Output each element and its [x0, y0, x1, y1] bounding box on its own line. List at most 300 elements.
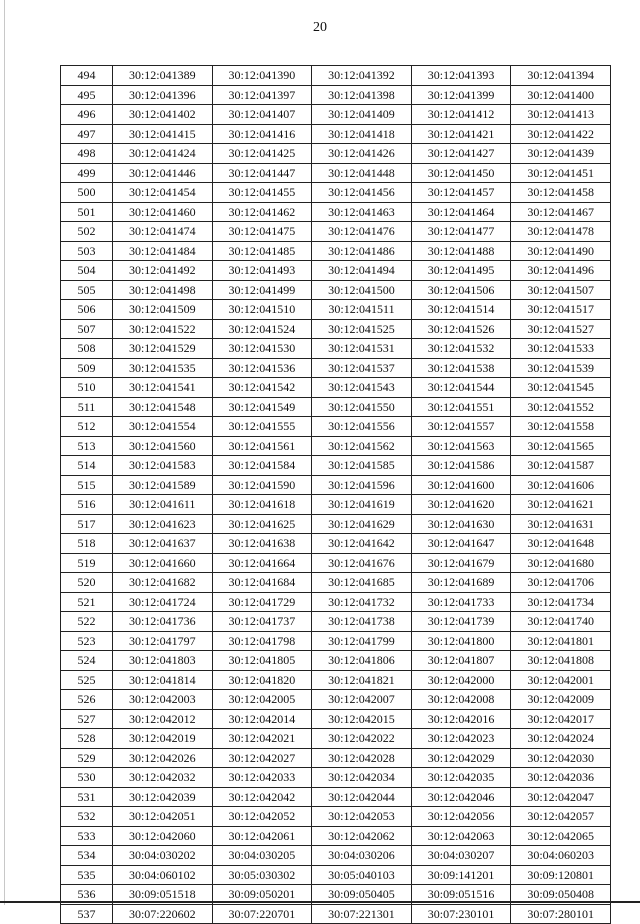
- table-body: [61, 66, 611, 924]
- table-row: [61, 670, 611, 690]
- cadastral-number-cell: 30:04:060203: [511, 846, 611, 866]
- cadastral-number-cell: 30:12:041477: [411, 222, 511, 242]
- cadastral-number-cell: 30:09:050405: [312, 885, 412, 905]
- cadastral-table: [60, 65, 611, 924]
- cadastral-number-cell: 30:12:041562: [312, 436, 412, 456]
- cadastral-number-cell: 30:12:041736: [113, 612, 213, 632]
- cadastral-number-cell: 30:12:041821: [312, 670, 412, 690]
- cadastral-number-cell: 30:12:041550: [312, 397, 412, 417]
- table-row: [61, 417, 611, 437]
- row-number-cell: 530: [61, 768, 113, 788]
- row-number-cell: 494: [61, 66, 113, 86]
- row-number-cell: 521: [61, 592, 113, 612]
- table-row: [61, 651, 611, 671]
- cadastral-number-cell: 30:12:041422: [511, 124, 611, 144]
- cadastral-number-cell: 30:12:041421: [411, 124, 511, 144]
- table-row: [61, 846, 611, 866]
- cadastral-number-cell: 30:12:041549: [212, 397, 312, 417]
- cadastral-number-cell: 30:12:041535: [113, 358, 213, 378]
- cadastral-number-cell: 30:12:041558: [511, 417, 611, 437]
- table-row: [61, 592, 611, 612]
- cadastral-number-cell: 30:09:120801: [511, 865, 611, 885]
- cadastral-number-cell: 30:12:041464: [411, 202, 511, 222]
- cadastral-number-cell: 30:12:041456: [312, 183, 412, 203]
- cadastral-number-cell: 30:12:042056: [411, 807, 511, 827]
- cadastral-number-cell: 30:12:042065: [511, 826, 611, 846]
- cadastral-number-cell: 30:12:041509: [113, 300, 213, 320]
- cadastral-number-cell: 30:12:041390: [212, 66, 312, 86]
- cadastral-number-cell: 30:12:041424: [113, 144, 213, 164]
- cadastral-number-cell: 30:12:042044: [312, 787, 412, 807]
- cadastral-number-cell: 30:12:042030: [511, 748, 611, 768]
- row-number-cell: 503: [61, 241, 113, 261]
- cadastral-number-cell: 30:12:041427: [411, 144, 511, 164]
- cadastral-number-cell: 30:12:042019: [113, 729, 213, 749]
- row-number-cell: 512: [61, 417, 113, 437]
- cadastral-number-cell: 30:09:141201: [411, 865, 511, 885]
- row-number-cell: 517: [61, 514, 113, 534]
- cadastral-number-cell: 30:12:042017: [511, 709, 611, 729]
- cadastral-number-cell: 30:12:042057: [511, 807, 611, 827]
- cadastral-number-cell: 30:12:042015: [312, 709, 412, 729]
- cadastral-number-cell: 30:12:042005: [212, 690, 312, 710]
- table-row: [61, 553, 611, 573]
- cadastral-number-cell: 30:12:041734: [511, 592, 611, 612]
- row-number-cell: 528: [61, 729, 113, 749]
- row-number-cell: 502: [61, 222, 113, 242]
- table-row: [61, 241, 611, 261]
- cadastral-number-cell: 30:12:041394: [511, 66, 611, 86]
- row-number-cell: 516: [61, 495, 113, 515]
- row-number-cell: 520: [61, 573, 113, 593]
- cadastral-number-cell: 30:12:041514: [411, 300, 511, 320]
- cadastral-number-cell: 30:12:041800: [411, 631, 511, 651]
- row-number-cell: 525: [61, 670, 113, 690]
- row-number-cell: 536: [61, 885, 113, 905]
- cadastral-number-cell: 30:12:041454: [113, 183, 213, 203]
- cadastral-number-cell: 30:12:041729: [212, 592, 312, 612]
- cadastral-number-cell: 30:04:030207: [411, 846, 511, 866]
- cadastral-number-cell: 30:12:041740: [511, 612, 611, 632]
- row-number-cell: 509: [61, 358, 113, 378]
- cadastral-number-cell: 30:12:041739: [411, 612, 511, 632]
- cadastral-number-cell: 30:12:041565: [511, 436, 611, 456]
- row-number-cell: 497: [61, 124, 113, 144]
- row-number-cell: 522: [61, 612, 113, 632]
- cadastral-number-cell: 30:12:041803: [113, 651, 213, 671]
- cadastral-number-cell: 30:12:041551: [411, 397, 511, 417]
- table-row: [61, 358, 611, 378]
- row-number-cell: 523: [61, 631, 113, 651]
- cadastral-number-cell: 30:12:041447: [212, 163, 312, 183]
- cadastral-number-cell: 30:12:041648: [511, 534, 611, 554]
- cadastral-number-cell: 30:04:030206: [312, 846, 412, 866]
- cadastral-number-cell: 30:04:030202: [113, 846, 213, 866]
- cadastral-number-cell: 30:12:041589: [113, 475, 213, 495]
- row-number-cell: 515: [61, 475, 113, 495]
- cadastral-number-cell: 30:12:041415: [113, 124, 213, 144]
- cadastral-number-cell: 30:09:050408: [511, 885, 611, 905]
- cadastral-number-cell: 30:12:041507: [511, 280, 611, 300]
- cadastral-number-cell: 30:09:051516: [411, 885, 511, 905]
- row-number-cell: 524: [61, 651, 113, 671]
- scan-edge-left: [4, 0, 5, 905]
- cadastral-number-cell: 30:12:041448: [312, 163, 412, 183]
- row-number-cell: 500: [61, 183, 113, 203]
- cadastral-number-cell: 30:12:041619: [312, 495, 412, 515]
- cadastral-number-cell: 30:12:041798: [212, 631, 312, 651]
- cadastral-number-cell: 30:12:042063: [411, 826, 511, 846]
- cadastral-number-cell: 30:12:041556: [312, 417, 412, 437]
- cadastral-number-cell: 30:12:041637: [113, 534, 213, 554]
- row-number-cell: 499: [61, 163, 113, 183]
- cadastral-number-cell: 30:12:041801: [511, 631, 611, 651]
- cadastral-number-cell: 30:12:041492: [113, 261, 213, 281]
- table-row: [61, 397, 611, 417]
- cadastral-number-cell: 30:12:041625: [212, 514, 312, 534]
- cadastral-number-cell: 30:12:041412: [411, 105, 511, 125]
- cadastral-number-cell: 30:12:041494: [312, 261, 412, 281]
- cadastral-number-cell: 30:12:041542: [212, 378, 312, 398]
- row-number-cell: 498: [61, 144, 113, 164]
- cadastral-number-cell: 30:07:280101: [511, 904, 611, 924]
- row-number-cell: 519: [61, 553, 113, 573]
- cadastral-number-cell: 30:12:041400: [511, 85, 611, 105]
- cadastral-number-cell: 30:12:042000: [411, 670, 511, 690]
- cadastral-number-cell: 30:12:041510: [212, 300, 312, 320]
- cadastral-number-cell: 30:04:030205: [212, 846, 312, 866]
- row-number-cell: 527: [61, 709, 113, 729]
- table-row: [61, 163, 611, 183]
- cadastral-number-cell: 30:12:041498: [113, 280, 213, 300]
- table-row: [61, 709, 611, 729]
- cadastral-number-cell: 30:04:060102: [113, 865, 213, 885]
- cadastral-number-cell: 30:12:041413: [511, 105, 611, 125]
- table-row: [61, 748, 611, 768]
- table-row: [61, 826, 611, 846]
- row-number-cell: 511: [61, 397, 113, 417]
- cadastral-number-cell: 30:12:041664: [212, 553, 312, 573]
- cadastral-number-cell: 30:12:041500: [312, 280, 412, 300]
- cadastral-number-cell: 30:12:041486: [312, 241, 412, 261]
- cadastral-number-cell: 30:12:041642: [312, 534, 412, 554]
- cadastral-number-cell: 30:12:041544: [411, 378, 511, 398]
- cadastral-number-cell: 30:12:042052: [212, 807, 312, 827]
- cadastral-number-cell: 30:12:041638: [212, 534, 312, 554]
- table-row: [61, 144, 611, 164]
- cadastral-number-cell: 30:12:041621: [511, 495, 611, 515]
- row-number-cell: 537: [61, 904, 113, 924]
- cadastral-number-cell: 30:12:041799: [312, 631, 412, 651]
- table-row: [61, 105, 611, 125]
- cadastral-number-cell: 30:12:041732: [312, 592, 412, 612]
- row-number-cell: 510: [61, 378, 113, 398]
- row-number-cell: 533: [61, 826, 113, 846]
- row-number-cell: 532: [61, 807, 113, 827]
- cadastral-number-cell: 30:12:041399: [411, 85, 511, 105]
- cadastral-number-cell: 30:12:042032: [113, 768, 213, 788]
- cadastral-number-cell: 30:12:041455: [212, 183, 312, 203]
- table-row: [61, 807, 611, 827]
- cadastral-number-cell: 30:12:041402: [113, 105, 213, 125]
- table-row: [61, 495, 611, 515]
- cadastral-number-cell: 30:12:042026: [113, 748, 213, 768]
- cadastral-number-cell: 30:12:041584: [212, 456, 312, 476]
- cadastral-number-cell: 30:12:041820: [212, 670, 312, 690]
- cadastral-number-cell: 30:12:042039: [113, 787, 213, 807]
- table-row: [61, 319, 611, 339]
- cadastral-number-cell: 30:12:041525: [312, 319, 412, 339]
- cadastral-number-cell: 30:12:042029: [411, 748, 511, 768]
- cadastral-number-cell: 30:12:042001: [511, 670, 611, 690]
- cadastral-number-cell: 30:12:041590: [212, 475, 312, 495]
- cadastral-number-cell: 30:12:042016: [411, 709, 511, 729]
- cadastral-number-cell: 30:12:041548: [113, 397, 213, 417]
- cadastral-number-cell: 30:12:042022: [312, 729, 412, 749]
- cadastral-number-cell: 30:12:041629: [312, 514, 412, 534]
- cadastral-number-cell: 30:12:041685: [312, 573, 412, 593]
- row-number-cell: 506: [61, 300, 113, 320]
- table-row: [61, 768, 611, 788]
- cadastral-number-cell: 30:07:230101: [411, 904, 511, 924]
- cadastral-number-cell: 30:12:041618: [212, 495, 312, 515]
- cadastral-number-cell: 30:12:041596: [312, 475, 412, 495]
- cadastral-number-cell: 30:12:041555: [212, 417, 312, 437]
- cadastral-number-cell: 30:12:041797: [113, 631, 213, 651]
- row-number-cell: 534: [61, 846, 113, 866]
- cadastral-number-cell: 30:05:040103: [312, 865, 412, 885]
- cadastral-number-cell: 30:12:041407: [212, 105, 312, 125]
- cadastral-number-cell: 30:12:042007: [312, 690, 412, 710]
- cadastral-number-cell: 30:12:041457: [411, 183, 511, 203]
- cadastral-number-cell: 30:12:041557: [411, 417, 511, 437]
- cadastral-number-cell: 30:12:041684: [212, 573, 312, 593]
- table-row: [61, 514, 611, 534]
- table-row: [61, 222, 611, 242]
- cadastral-number-cell: 30:12:041462: [212, 202, 312, 222]
- cadastral-number-cell: 30:12:041587: [511, 456, 611, 476]
- cadastral-number-cell: 30:12:041533: [511, 339, 611, 359]
- cadastral-number-cell: 30:12:042035: [411, 768, 511, 788]
- cadastral-number-cell: 30:12:041537: [312, 358, 412, 378]
- cadastral-number-cell: 30:07:220701: [212, 904, 312, 924]
- cadastral-number-cell: 30:12:041682: [113, 573, 213, 593]
- cadastral-number-cell: 30:12:041631: [511, 514, 611, 534]
- page-number: 20: [313, 20, 327, 35]
- cadastral-number-cell: 30:12:042003: [113, 690, 213, 710]
- cadastral-number-cell: 30:12:041393: [411, 66, 511, 86]
- cadastral-number-cell: 30:12:041611: [113, 495, 213, 515]
- cadastral-number-cell: 30:12:041398: [312, 85, 412, 105]
- cadastral-number-cell: 30:12:042012: [113, 709, 213, 729]
- cadastral-number-cell: 30:12:041647: [411, 534, 511, 554]
- cadastral-number-cell: 30:12:041474: [113, 222, 213, 242]
- cadastral-number-cell: 30:12:042021: [212, 729, 312, 749]
- row-number-cell: 507: [61, 319, 113, 339]
- cadastral-number-cell: 30:09:050201: [212, 885, 312, 905]
- cadastral-number-cell: 30:12:041724: [113, 592, 213, 612]
- cadastral-number-cell: 30:12:041446: [113, 163, 213, 183]
- cadastral-number-cell: 30:12:041397: [212, 85, 312, 105]
- cadastral-number-cell: 30:12:041478: [511, 222, 611, 242]
- cadastral-number-cell: 30:12:042053: [312, 807, 412, 827]
- row-number-cell: 508: [61, 339, 113, 359]
- cadastral-number-cell: 30:12:041583: [113, 456, 213, 476]
- table-row: [61, 66, 611, 86]
- cadastral-number-cell: 30:12:042062: [312, 826, 412, 846]
- cadastral-number-cell: 30:12:041543: [312, 378, 412, 398]
- cadastral-number-cell: 30:12:041451: [511, 163, 611, 183]
- cadastral-number-cell: 30:12:041532: [411, 339, 511, 359]
- cadastral-number-cell: 30:12:041495: [411, 261, 511, 281]
- cadastral-number-cell: 30:12:041539: [511, 358, 611, 378]
- cadastral-number-cell: 30:12:041606: [511, 475, 611, 495]
- cadastral-number-cell: 30:12:041676: [312, 553, 412, 573]
- cadastral-number-cell: 30:12:041416: [212, 124, 312, 144]
- cadastral-number-cell: 30:12:041460: [113, 202, 213, 222]
- cadastral-number-cell: 30:12:041524: [212, 319, 312, 339]
- cadastral-number-cell: 30:07:221301: [312, 904, 412, 924]
- cadastral-number-cell: 30:12:041536: [212, 358, 312, 378]
- cadastral-number-cell: 30:12:041660: [113, 553, 213, 573]
- cadastral-number-cell: 30:12:041531: [312, 339, 412, 359]
- cadastral-number-cell: 30:12:041426: [312, 144, 412, 164]
- cadastral-number-cell: 30:12:041620: [411, 495, 511, 515]
- cadastral-number-cell: 30:12:041458: [511, 183, 611, 203]
- cadastral-number-cell: 30:12:041630: [411, 514, 511, 534]
- cadastral-number-cell: 30:12:041526: [411, 319, 511, 339]
- table-row: [61, 534, 611, 554]
- cadastral-number-cell: 30:12:042033: [212, 768, 312, 788]
- cadastral-number-cell: 30:12:041733: [411, 592, 511, 612]
- cadastral-number-cell: 30:12:041425: [212, 144, 312, 164]
- cadastral-number-cell: 30:12:042024: [511, 729, 611, 749]
- cadastral-number-cell: 30:12:041586: [411, 456, 511, 476]
- table-row: [61, 865, 611, 885]
- row-number-cell: 504: [61, 261, 113, 281]
- row-number-cell: 513: [61, 436, 113, 456]
- table-row: [61, 456, 611, 476]
- table-row: [61, 280, 611, 300]
- table-row: [61, 300, 611, 320]
- cadastral-number-cell: 30:09:051518: [113, 885, 213, 905]
- cadastral-number-cell: 30:12:042036: [511, 768, 611, 788]
- cadastral-number-cell: 30:12:041807: [411, 651, 511, 671]
- cadastral-number-cell: 30:12:041554: [113, 417, 213, 437]
- cadastral-number-cell: 30:12:042061: [212, 826, 312, 846]
- table-row: [61, 378, 611, 398]
- row-number-cell: 496: [61, 105, 113, 125]
- table-row: [61, 183, 611, 203]
- cadastral-number-cell: 30:12:042008: [411, 690, 511, 710]
- row-number-cell: 531: [61, 787, 113, 807]
- cadastral-number-cell: 30:12:041396: [113, 85, 213, 105]
- cadastral-number-cell: 30:12:041680: [511, 553, 611, 573]
- table-row: [61, 339, 611, 359]
- cadastral-number-cell: 30:12:041545: [511, 378, 611, 398]
- cadastral-number-cell: 30:05:030302: [212, 865, 312, 885]
- table-row: [61, 690, 611, 710]
- cadastral-number-cell: 30:12:041538: [411, 358, 511, 378]
- table-row: [61, 729, 611, 749]
- cadastral-number-cell: 30:12:041450: [411, 163, 511, 183]
- cadastral-number-cell: 30:12:041706: [511, 573, 611, 593]
- cadastral-number-cell: 30:12:042014: [212, 709, 312, 729]
- cadastral-number-cell: 30:12:041600: [411, 475, 511, 495]
- cadastral-number-cell: 30:12:041585: [312, 456, 412, 476]
- cadastral-number-cell: 30:12:041389: [113, 66, 213, 86]
- cadastral-number-cell: 30:12:041522: [113, 319, 213, 339]
- cadastral-number-cell: 30:12:041488: [411, 241, 511, 261]
- cadastral-number-cell: 30:12:041475: [212, 222, 312, 242]
- cadastral-number-cell: 30:12:042034: [312, 768, 412, 788]
- cadastral-number-cell: 30:12:041463: [312, 202, 412, 222]
- cadastral-number-cell: 30:12:041814: [113, 670, 213, 690]
- row-number-cell: 535: [61, 865, 113, 885]
- table-row: [61, 124, 611, 144]
- cadastral-number-cell: 30:12:041560: [113, 436, 213, 456]
- cadastral-number-cell: 30:12:041689: [411, 573, 511, 593]
- table-row: [61, 436, 611, 456]
- cadastral-number-cell: 30:12:041493: [212, 261, 312, 281]
- cadastral-number-cell: 30:12:042028: [312, 748, 412, 768]
- cadastral-number-cell: 30:12:041738: [312, 612, 412, 632]
- cadastral-number-cell: 30:12:041806: [312, 651, 412, 671]
- row-number-cell: 495: [61, 85, 113, 105]
- cadastral-number-cell: 30:12:041439: [511, 144, 611, 164]
- cadastral-number-cell: 30:12:041541: [113, 378, 213, 398]
- table-row: [61, 573, 611, 593]
- cadastral-number-cell: 30:12:041563: [411, 436, 511, 456]
- table-row: [61, 885, 611, 905]
- row-number-cell: 529: [61, 748, 113, 768]
- table-row: [61, 787, 611, 807]
- row-number-cell: 518: [61, 534, 113, 554]
- cadastral-number-cell: 30:07:220602: [113, 904, 213, 924]
- cadastral-number-cell: 30:12:041623: [113, 514, 213, 534]
- cadastral-number-cell: 30:12:042060: [113, 826, 213, 846]
- table-row: [61, 261, 611, 281]
- cadastral-number-cell: 30:12:041511: [312, 300, 412, 320]
- table-row: [61, 631, 611, 651]
- cadastral-number-cell: 30:12:041485: [212, 241, 312, 261]
- row-number-cell: 514: [61, 456, 113, 476]
- cadastral-number-cell: 30:12:041476: [312, 222, 412, 242]
- cadastral-number-cell: 30:12:042023: [411, 729, 511, 749]
- cadastral-number-cell: 30:12:042009: [511, 690, 611, 710]
- table-row: [61, 904, 611, 924]
- cadastral-number-cell: 30:12:041527: [511, 319, 611, 339]
- cadastral-number-cell: 30:12:041506: [411, 280, 511, 300]
- cadastral-number-cell: 30:12:042046: [411, 787, 511, 807]
- cadastral-number-cell: 30:12:042051: [113, 807, 213, 827]
- cadastral-number-cell: 30:12:041679: [411, 553, 511, 573]
- cadastral-number-cell: 30:12:042042: [212, 787, 312, 807]
- cadastral-number-cell: 30:12:041808: [511, 651, 611, 671]
- cadastral-number-cell: 30:12:041490: [511, 241, 611, 261]
- cadastral-number-cell: 30:12:042047: [511, 787, 611, 807]
- cadastral-number-cell: 30:12:041392: [312, 66, 412, 86]
- cadastral-number-cell: 30:12:041552: [511, 397, 611, 417]
- cadastral-number-cell: 30:12:041737: [212, 612, 312, 632]
- cadastral-number-cell: 30:12:041484: [113, 241, 213, 261]
- cadastral-number-cell: 30:12:041409: [312, 105, 412, 125]
- cadastral-number-cell: 30:12:042027: [212, 748, 312, 768]
- table-row: [61, 202, 611, 222]
- cadastral-number-cell: 30:12:041805: [212, 651, 312, 671]
- cadastral-number-cell: 30:12:041530: [212, 339, 312, 359]
- table-row: [61, 475, 611, 495]
